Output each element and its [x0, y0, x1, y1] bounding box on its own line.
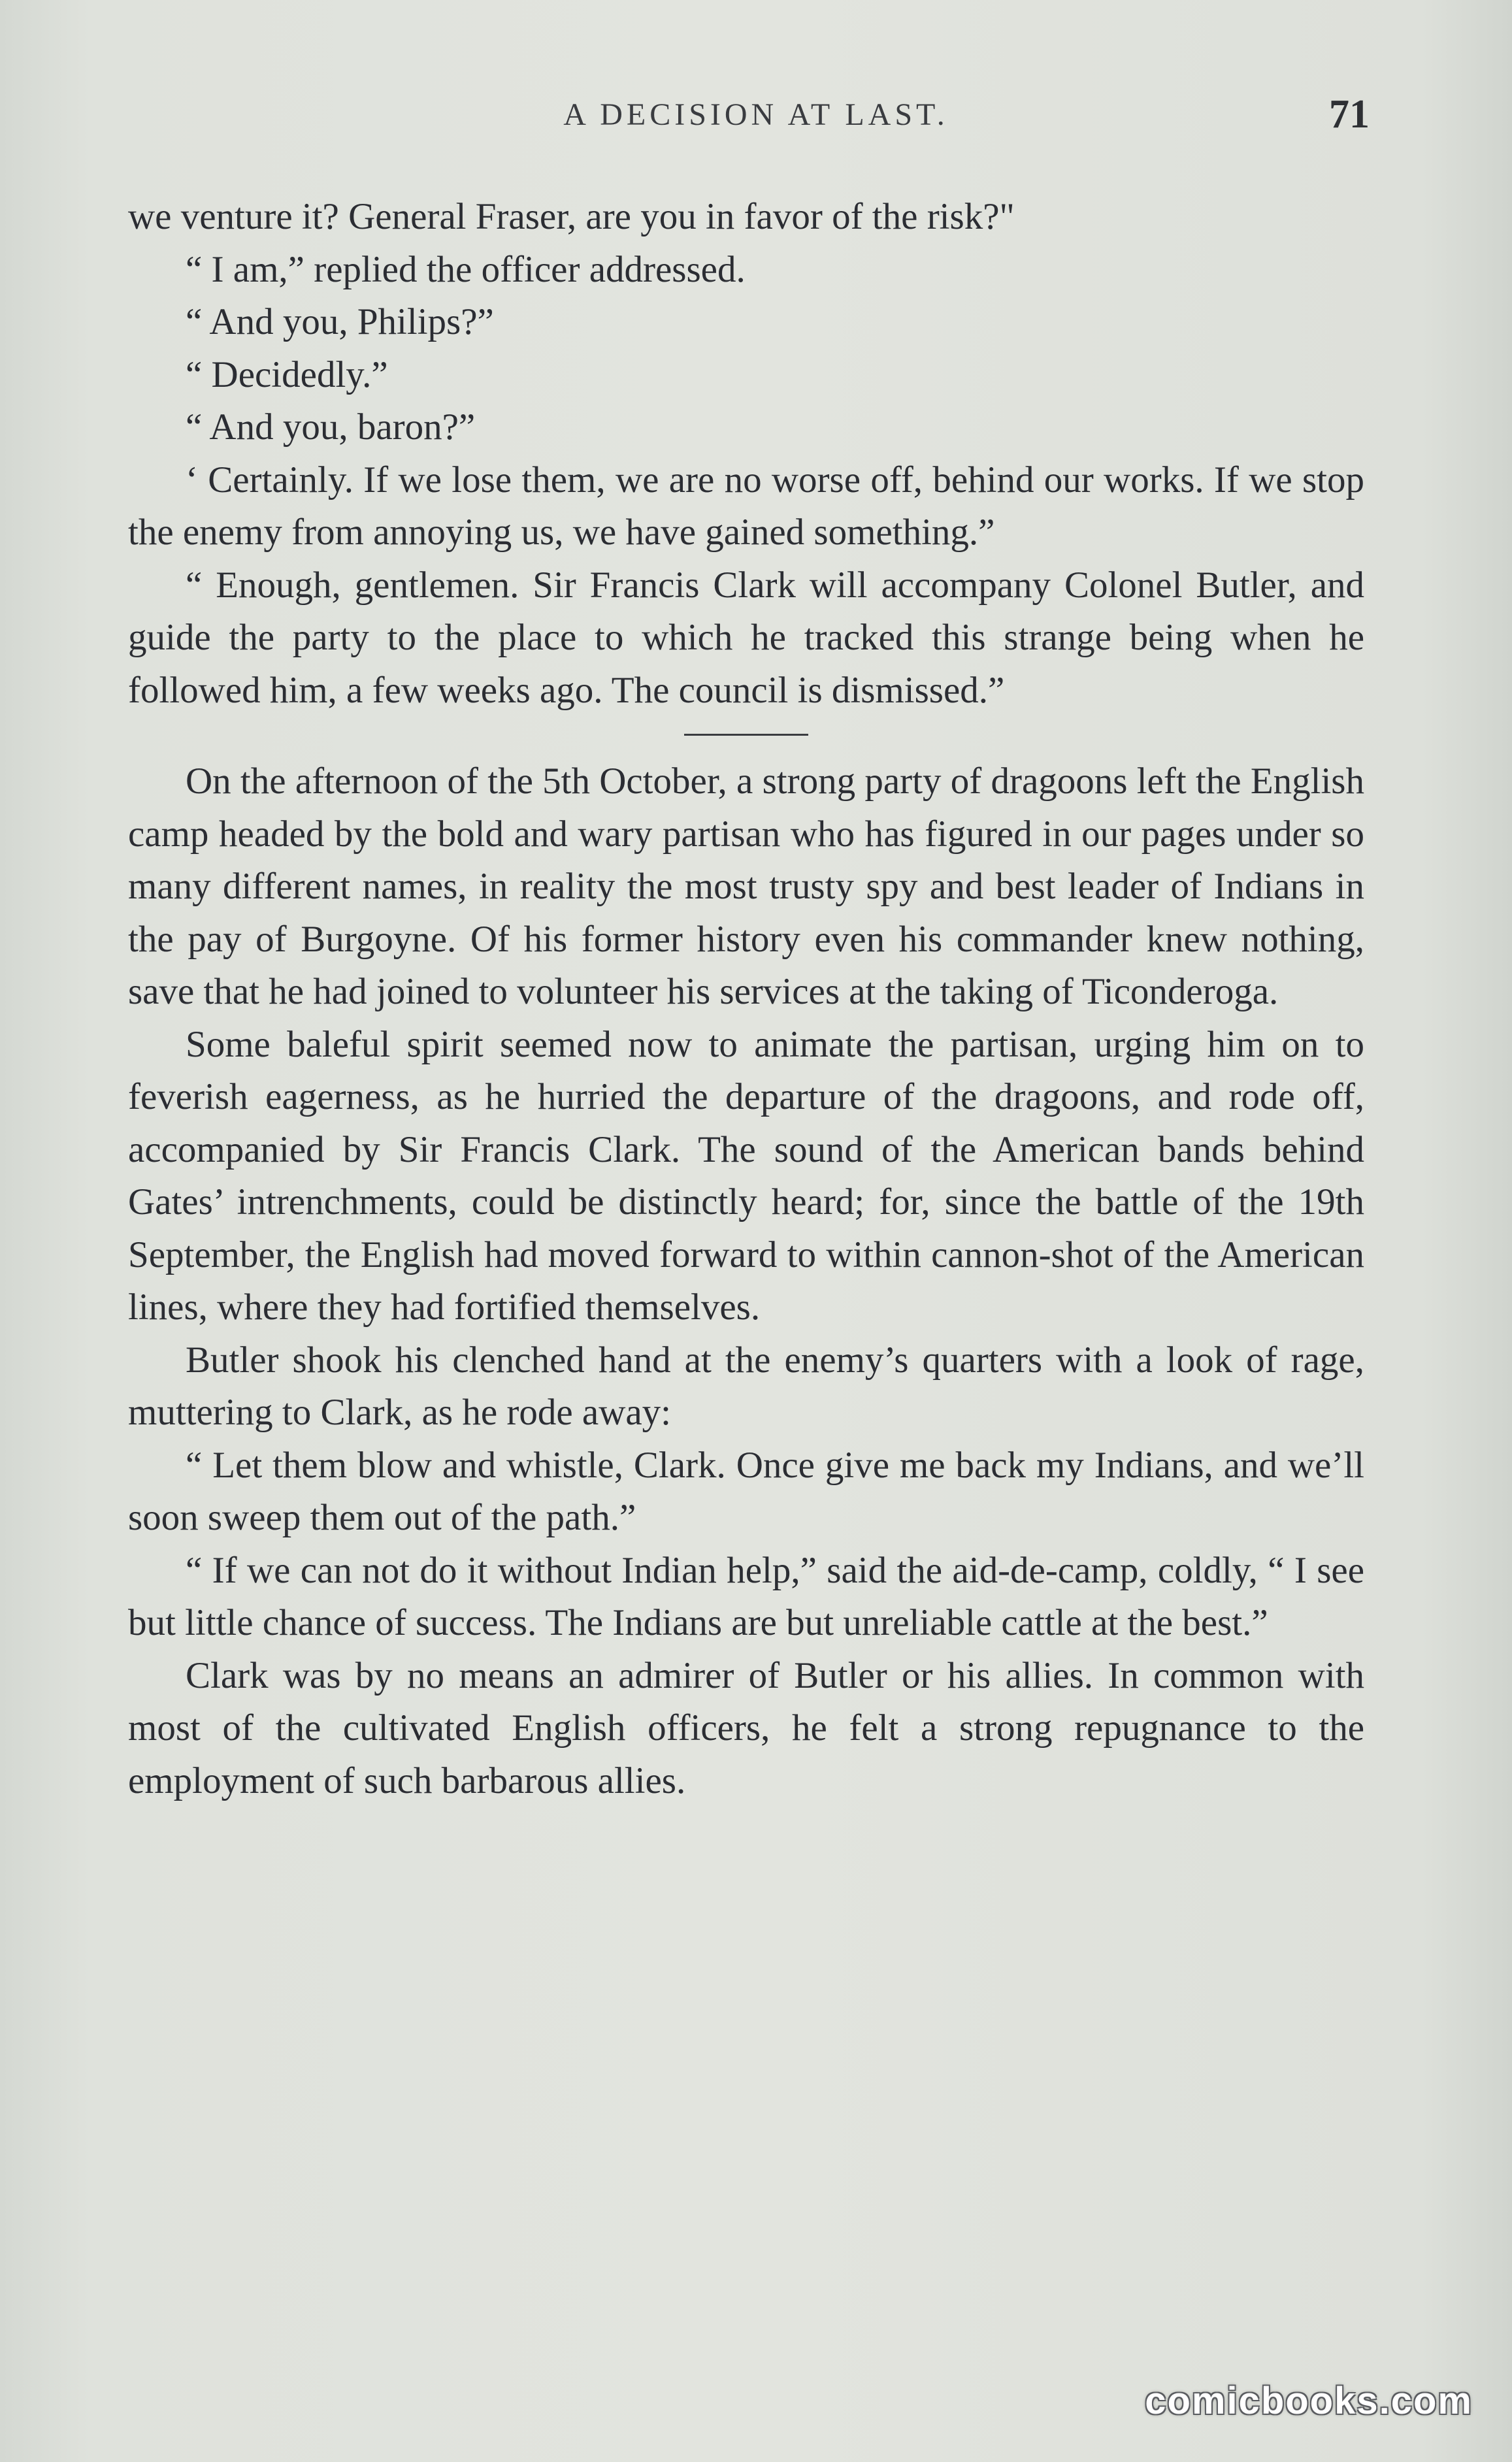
paragraph: “ Enough, gentlemen. Sir Francis Clark will accompany Colonel Butler, and guide the party to the place to which he tracked this strange being when he followed him, a few weeks ago. The council is dismissed.”: [128, 564, 1364, 711]
paragraph: Butler shook his clenched hand at the enemy’s quarters with a look of rage, muttering to Clark, as he rode away:: [128, 1339, 1364, 1433]
body-text: [128, 191, 1364, 1807]
page-header: [0, 91, 1512, 144]
watermark: comicbooks.com: [1145, 2380, 1473, 2422]
paragraph: “ And you, baron?”: [186, 406, 476, 448]
paragraph: Clark was by no means an admirer of Butler or his allies. In common with most of the cultivated English officers, he felt a strong repugnance to the employment of such barbarous allies.: [128, 1654, 1364, 1801]
paragraph: we venture it? General Fraser, are you in favor of the risk?": [128, 196, 1015, 237]
paragraph: “ And you, Philips?”: [186, 301, 494, 342]
section-divider: [684, 734, 808, 736]
paragraph: ‘ Certainly. If we lose them, we are no worse off, behind our works. If we stop the enemy from annoying us, we have gained something.”: [128, 459, 1364, 553]
paragraph: “ If we can not do it without Indian help,” said the aid-de-camp, coldly, “ I see but little chance of success. The Indians are but unreliable cattle at the best.”: [128, 1549, 1364, 1643]
paragraph: “ I am,” replied the officer addressed.: [186, 248, 746, 290]
paragraph: Some baleful spirit seemed now to animate the partisan, urging him on to feverish eagerness, as he hurried the departure of the dragoons, and rode off, accompanied by Sir Francis Clark. The sound of the American bands behind Gates’ intrenchments, could be distinctly heard; for, since the battle of the 19th September, the English had moved forward to within cannon-shot of the American lines, where they had fortified themselves.: [128, 1023, 1364, 1328]
paragraph: On the afternoon of the 5th October, a strong party of dragoons left the English camp headed by the bold and wary partisan who has figured in our pages under so many different names, in reality the most trusty spy and best leader of Indians in the pay of Burgoyne. Of his former history even his commander knew nothing, save that he had joined to volunteer his services at the taking of Ticonderoga.: [128, 761, 1364, 1012]
paragraph: “ Let them blow and whistle, Clark. Once give me back my Indians, and we’ll soon sweep them out of the path.”: [128, 1444, 1364, 1538]
paragraph: “ Decidedly.”: [186, 353, 388, 395]
page-number: 71: [1329, 92, 1370, 137]
running-head: A DECISION AT LAST.: [563, 97, 949, 132]
